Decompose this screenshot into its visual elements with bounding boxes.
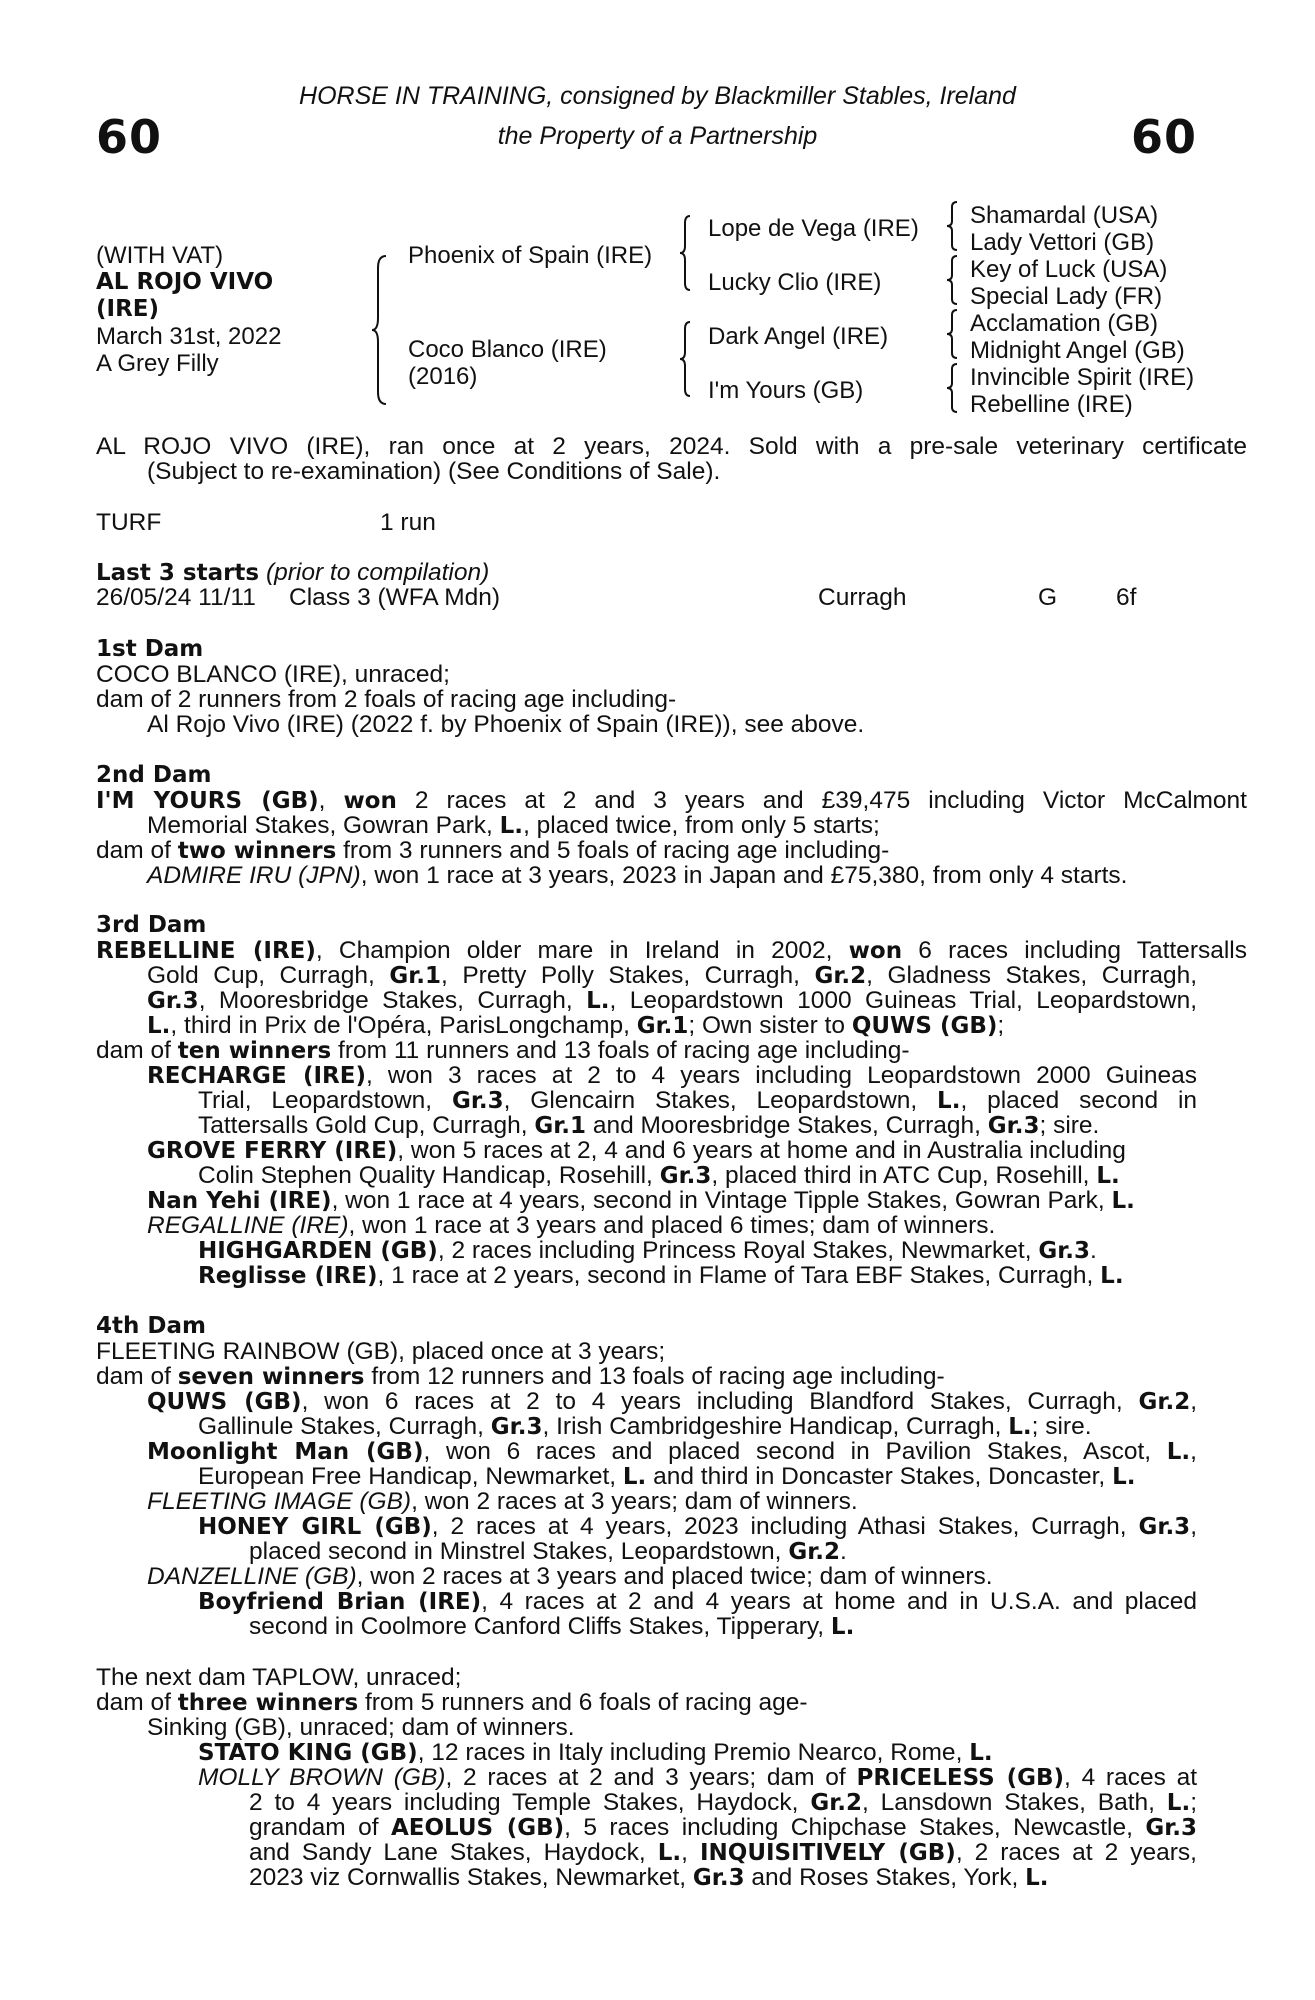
text-run: dam of xyxy=(96,1363,171,1390)
fourth-dam-line-4 xyxy=(198,1414,1092,1441)
text-run: L. xyxy=(830,1614,855,1640)
text-run: AEOLUS (GB) xyxy=(390,1815,565,1841)
text-run: L. xyxy=(1166,1439,1191,1465)
header-consignor: HORSE IN TRAINING, consigned by Blackmiller Stables, Ireland xyxy=(299,82,1016,110)
intro-line-1: AL ROJO VIVO (IRE), ran once at 2 years, 2024. Sold with a pre-sale veterinary certificate xyxy=(96,433,1247,460)
text-run: Gr.3 xyxy=(147,988,199,1014)
text-run: Gr.2 xyxy=(1138,1389,1191,1415)
next-dam-line-2 xyxy=(96,1690,808,1717)
text-run: Tattersalls Gold Cup, Curragh, xyxy=(198,1112,528,1139)
pedigree-sire: Phoenix of Spain (IRE) xyxy=(408,242,653,269)
text-run: , third in Prix de l'Opéra, ParisLongchamp, xyxy=(170,1012,630,1039)
next-dam-line-5 xyxy=(198,1765,1197,1792)
text-run: Reglisse (IRE) xyxy=(198,1263,378,1289)
last-starts-heading xyxy=(96,560,489,587)
text-run: , xyxy=(1190,1513,1197,1540)
fourth-dam-line-12 xyxy=(249,1614,854,1641)
text-run: Gr.1 xyxy=(636,1013,689,1039)
text-run: , won 1 race at 4 years, second in Vintage Tipple Stakes, Gowran Park, xyxy=(331,1187,1105,1214)
fourth-dam-line-10 xyxy=(147,1564,993,1590)
third-dam-line-14 xyxy=(198,1263,1124,1290)
header-property: the Property of a Partnership xyxy=(497,122,818,150)
text-run: L. xyxy=(622,1464,647,1490)
text-run: ; sire. xyxy=(1039,1112,1100,1139)
fourth-dam-heading: 4th Dam xyxy=(96,1313,206,1339)
text-run: Gr.1 xyxy=(534,1113,587,1139)
horse-name: AL ROJO VIVO xyxy=(96,269,274,295)
text-run: Gr.3 xyxy=(987,1113,1040,1139)
text-run: won xyxy=(343,788,397,814)
text-run: and third in Doncaster Stakes, Doncaster, xyxy=(653,1463,1106,1490)
pedigree-brace-main xyxy=(372,254,392,406)
next-dam-line-7 xyxy=(249,1815,1197,1842)
text-run: , won 5 races at 2, 4 and 6 years at home and in Australia including xyxy=(397,1137,1126,1164)
horse-name-suffix: (IRE) xyxy=(96,296,160,322)
text-run: Gr.3 xyxy=(451,1088,504,1114)
text-run: , 2 races including Princess Royal Stakes, Newmarket, xyxy=(437,1237,1032,1264)
text-run: L. xyxy=(1112,1464,1136,1490)
text-run: L. xyxy=(1096,1163,1120,1189)
text-run: ten winners xyxy=(177,1038,332,1064)
pedigree-sire-dam: Lucky Clio (IRE) xyxy=(708,269,882,296)
pedigree-brace-g1 xyxy=(947,200,961,252)
first-dam-heading: 1st Dam xyxy=(96,636,204,662)
fourth-dam-line-1: FLEETING RAINBOW (GB), placed once at 3 years; xyxy=(96,1338,666,1365)
text-run: ; xyxy=(997,1012,1005,1039)
third-dam-line-13 xyxy=(198,1238,1097,1265)
fourth-dam-line-5 xyxy=(147,1439,1197,1466)
text-run: FLEETING IMAGE (GB) xyxy=(147,1488,412,1515)
text-run: RECHARGE (IRE) xyxy=(147,1063,366,1089)
text-run: , 12 races in Italy including Premio Nearco, Rome, xyxy=(417,1739,963,1766)
text-run: HONEY GIRL (GB) xyxy=(198,1514,432,1540)
text-run: , Irish Cambridgeshire Handicap, Curragh, xyxy=(542,1413,1002,1440)
pedigree-sire-sire: Lope de Vega (IRE) xyxy=(708,215,919,242)
text-run: and Sandy Lane Stakes, Haydock, xyxy=(249,1839,646,1866)
text-run: , 2 races at 4 years, 2023 including Athasi Stakes, Curragh, xyxy=(431,1513,1127,1540)
text-run: from 3 runners and 5 foals of racing age including- xyxy=(343,837,890,864)
text-run: from 5 runners and 6 foals of racing age- xyxy=(364,1689,808,1716)
text-run: L. xyxy=(969,1740,993,1766)
text-run: from 11 runners and 13 foals of racing age including- xyxy=(338,1037,910,1064)
text-run: , placed third in ATC Cup, Rosehill, xyxy=(711,1162,1090,1189)
text-run: , won 6 races and placed second in Pavilion Stakes, Ascot, xyxy=(423,1438,1152,1465)
text-run: , Glencairn Stakes, Leopardstown, xyxy=(503,1087,918,1114)
pedigree-g3-8: Rebelline (IRE) xyxy=(970,391,1133,418)
text-run: dam of xyxy=(96,837,171,864)
pedigree-g3-3: Key of Luck (USA) xyxy=(970,256,1168,283)
third-dam-heading: 3rd Dam xyxy=(96,912,207,938)
text-run: European Free Handicap, Newmarket, xyxy=(198,1463,617,1490)
text-run: STATO KING (GB) xyxy=(198,1740,418,1766)
text-run: , xyxy=(1190,1388,1198,1415)
first-dam-line-3: Al Rojo Vivo (IRE) (2022 f. by Phoenix of Spain (IRE)), see above. xyxy=(147,711,865,738)
fourth-dam-line-8 xyxy=(198,1514,1197,1541)
text-run: (prior to compilation) xyxy=(265,559,490,586)
text-run: and Mooresbridge Stakes, Curragh, xyxy=(592,1112,981,1139)
text-run: , 4 races at xyxy=(1064,1764,1197,1791)
lot-number-right: 60 xyxy=(1130,110,1197,164)
pedigree-brace-g2 xyxy=(947,254,961,306)
text-run: , Lansdown Stakes, Bath, xyxy=(862,1789,1155,1816)
text-run: , won 3 races at 2 to 4 years including Leopardstown 2000 Guineas xyxy=(365,1062,1197,1089)
text-run: , 2 races at 2 and 3 years; dam of xyxy=(445,1764,846,1791)
text-run: Last 3 starts xyxy=(96,560,260,586)
fourth-dam-line-9 xyxy=(249,1539,847,1566)
text-run: L. xyxy=(657,1840,682,1866)
pedigree-brace-sire xyxy=(680,214,694,292)
lot-number-left: 60 xyxy=(96,110,163,164)
third-dam-line-3 xyxy=(147,988,1197,1015)
text-run: Gr.3 xyxy=(692,1865,745,1891)
text-run: , xyxy=(681,1839,688,1866)
vat-note: (WITH VAT) xyxy=(96,242,224,269)
text-run: Gallinule Stakes, Curragh, xyxy=(198,1413,484,1440)
text-run: Gr.2 xyxy=(814,963,867,989)
third-dam-line-11 xyxy=(147,1188,1135,1215)
text-run: , won 2 races at 3 years and placed twice; dam of winners. xyxy=(356,1563,993,1590)
third-dam-line-12 xyxy=(147,1213,995,1239)
next-dam-line-6 xyxy=(249,1790,1197,1817)
third-dam-line-2 xyxy=(147,963,1197,990)
text-run: placed second in Minstrel Stakes, Leopardstown, xyxy=(249,1538,782,1565)
last-start-distance: 6f xyxy=(1116,584,1137,611)
third-dam-line-6 xyxy=(147,1063,1197,1090)
fourth-dam-line-11 xyxy=(198,1589,1197,1616)
text-run: ; xyxy=(1190,1789,1198,1816)
text-run: Memorial Stakes, Gowran Park, xyxy=(147,812,493,839)
text-run: , 2 races at 2 years, xyxy=(955,1839,1197,1866)
text-run: L. xyxy=(1111,1188,1135,1214)
text-run: REBELLINE (IRE) xyxy=(96,938,316,964)
next-dam-line-4 xyxy=(198,1740,993,1767)
next-dam-line-9 xyxy=(249,1865,1049,1892)
pedigree-brace-g4 xyxy=(947,362,961,414)
text-run: L. xyxy=(147,1013,171,1039)
text-run: , Pretty Polly Stakes, Curragh, xyxy=(441,962,800,989)
text-run: MOLLY BROWN (GB) xyxy=(198,1764,446,1791)
last-start-race: Class 3 (WFA Mdn) xyxy=(289,584,501,611)
horse-dob: March 31st, 2022 xyxy=(96,323,282,350)
second-dam-line-4 xyxy=(147,863,1127,889)
third-dam-line-5 xyxy=(96,1038,910,1065)
text-run: Trial, Leopardstown, xyxy=(198,1087,433,1114)
text-run: 2 to 4 years including Temple Stakes, Haydock, xyxy=(249,1789,799,1816)
text-run: . xyxy=(840,1538,847,1565)
text-run: three winners xyxy=(177,1690,359,1716)
text-run: Boyfriend Brian (IRE) xyxy=(198,1589,482,1615)
record-runs: 1 run xyxy=(380,509,436,536)
text-run: REGALLINE (IRE) xyxy=(147,1212,349,1239)
text-run: QUWS (GB) xyxy=(851,1013,998,1039)
text-run: DANZELLINE (GB) xyxy=(147,1563,357,1590)
horse-description: A Grey Filly xyxy=(96,350,219,377)
text-run: L. xyxy=(499,813,524,839)
text-run: Gr.3 xyxy=(490,1414,543,1440)
third-dam-line-9 xyxy=(147,1138,1126,1165)
text-run: , Champion older mare in Ireland in 2002, xyxy=(315,937,833,964)
text-run: , Leopardstown 1000 Guineas Trial, Leopardstown, xyxy=(609,987,1198,1014)
text-run: ; sire. xyxy=(1031,1413,1092,1440)
text-run: two winners xyxy=(177,838,337,864)
text-run: Gr.2 xyxy=(810,1790,863,1816)
text-run: Gr.2 xyxy=(788,1539,840,1565)
fourth-dam-line-7 xyxy=(147,1489,858,1515)
text-run: L. xyxy=(586,988,610,1014)
text-run: . xyxy=(1090,1237,1097,1264)
pedigree-g3-5: Acclamation (GB) xyxy=(970,310,1159,337)
text-run: L. xyxy=(1008,1414,1032,1440)
text-run: ; Own sister to xyxy=(688,1012,845,1039)
text-run: and Roses Stakes, York, xyxy=(751,1864,1019,1891)
text-run: Moonlight Man (GB) xyxy=(147,1439,424,1465)
text-run: L. xyxy=(1166,1790,1191,1816)
second-dam-heading: 2nd Dam xyxy=(96,762,212,788)
text-run: L. xyxy=(937,1088,961,1114)
text-run: , won 6 races at 2 to 4 years including Blandford Stakes, Curragh, xyxy=(301,1388,1123,1415)
pedigree-dam-sire: Dark Angel (IRE) xyxy=(708,323,889,350)
text-run: , won 2 races at 3 years; dam of winners. xyxy=(411,1488,858,1515)
pedigree-dam-year: (2016) xyxy=(408,363,478,390)
next-dam-line-8 xyxy=(249,1840,1197,1867)
text-run: second in Coolmore Canford Cliffs Stakes, Tipperary, xyxy=(249,1613,825,1640)
text-run: seven winners xyxy=(177,1364,365,1390)
text-run: ADMIRE IRU (JPN) xyxy=(147,862,361,889)
text-run: , placed second in xyxy=(960,1087,1198,1114)
text-run: dam of xyxy=(96,1037,171,1064)
text-run: GROVE FERRY (IRE) xyxy=(147,1138,398,1164)
next-dam-line-1: The next dam TAPLOW, unraced; xyxy=(96,1664,462,1691)
fourth-dam-line-2 xyxy=(96,1364,945,1391)
pedigree-g3-4: Special Lady (FR) xyxy=(970,283,1163,310)
second-dam-line-3 xyxy=(96,838,889,865)
text-run: , 1 race at 2 years, second in Flame of Tara EBF Stakes, Curragh, xyxy=(377,1262,1094,1289)
text-run: Gr.1 xyxy=(389,963,442,989)
second-dam-line-1: I'M YOURS (GB), won 2 races at 2 and 3 years and £39,475 including Victor McCalmont xyxy=(96,787,1247,814)
first-dam-line-2: dam of 2 runners from 2 foals of racing age including- xyxy=(96,686,677,713)
pedigree-g3-1: Shamardal (USA) xyxy=(970,202,1159,229)
record-surface: TURF xyxy=(96,509,162,536)
pedigree-dam-dam: I'm Yours (GB) xyxy=(708,377,864,404)
text-run: , 4 races at 2 and 4 years at home and in U.S.A. and placed xyxy=(481,1588,1197,1615)
text-run: , placed twice, from only 5 starts; xyxy=(523,812,880,839)
text-run: , Mooresbridge Stakes, Curragh, xyxy=(198,987,573,1014)
third-dam-line-4 xyxy=(147,1013,1004,1040)
text-run: INQUISITIVELY (GB) xyxy=(699,1840,956,1866)
intro-line-2: (Subject to re-examination) (See Conditions of Sale). xyxy=(147,458,721,485)
last-start-course: Curragh xyxy=(818,584,907,611)
text-run: , 5 races including Chipchase Stakes, Newcastle, xyxy=(564,1814,1133,1841)
pedigree-g3-2: Lady Vettori (GB) xyxy=(970,229,1155,256)
text-run: Colin Stephen Quality Handicap, Rosehill, xyxy=(198,1162,653,1189)
next-dam-line-3: Sinking (GB), unraced; dam of winners. xyxy=(147,1714,575,1741)
text-run: , xyxy=(1190,1438,1197,1465)
fourth-dam-line-3 xyxy=(147,1389,1197,1416)
text-run: grandam of xyxy=(249,1814,379,1841)
text-run: Nan Yehi (IRE) xyxy=(147,1188,332,1214)
last-start-date: 26/05/24 11/11 xyxy=(96,584,256,611)
text-run: L. xyxy=(1025,1865,1049,1891)
text-run: , won 1 race at 3 years and placed 6 times; dam of winners. xyxy=(348,1212,996,1239)
text-run: Gr.3 xyxy=(1038,1238,1091,1264)
text-run: 6 races including Tattersalls xyxy=(918,937,1247,964)
pedigree-brace-dam xyxy=(680,320,694,398)
text-run: Gr.3 xyxy=(1138,1514,1191,1540)
text-run: dam of xyxy=(96,1689,171,1716)
second-dam-line-2 xyxy=(147,813,880,840)
text-run: Gr.3 xyxy=(659,1163,712,1189)
pedigree-brace-g3 xyxy=(947,308,961,360)
third-dam-line-8 xyxy=(198,1113,1099,1140)
text-run: Gr.3 xyxy=(1145,1815,1197,1841)
pedigree-dam: Coco Blanco (IRE) xyxy=(408,336,607,363)
first-dam-line-1: COCO BLANCO (IRE), unraced; xyxy=(96,661,450,688)
text-run: 2 races at 2 and 3 years and £39,475 including Victor McCalmont xyxy=(414,787,1247,814)
text-run: , Gladness Stakes, Curragh, xyxy=(866,962,1198,989)
text-run: PRICELESS (GB) xyxy=(856,1765,1065,1791)
third-dam-line-10 xyxy=(198,1163,1120,1190)
text-run: HIGHGARDEN (GB) xyxy=(198,1238,438,1264)
pedigree-g3-7: Invincible Spirit (IRE) xyxy=(970,364,1195,391)
text-run: won xyxy=(848,938,903,964)
text-run: Gold Cup, Curragh, xyxy=(147,962,375,989)
text-run: , won 1 race at 3 years, 2023 in Japan and £75,380, from only 4 starts. xyxy=(360,862,1128,889)
last-start-going: G xyxy=(1038,584,1058,611)
fourth-dam-line-6 xyxy=(198,1464,1135,1491)
text-run: 2023 viz Cornwallis Stakes, Newmarket, xyxy=(249,1864,687,1891)
text-run: L. xyxy=(1100,1263,1124,1289)
third-dam-line-1 xyxy=(96,938,1247,965)
text-run: from 12 runners and 13 foals of racing age including- xyxy=(371,1363,945,1390)
text-run: QUWS (GB) xyxy=(147,1389,302,1415)
third-dam-line-7 xyxy=(198,1088,1197,1115)
text-run: I'M YOURS (GB) xyxy=(96,788,319,814)
pedigree-g3-6: Midnight Angel (GB) xyxy=(970,337,1185,364)
